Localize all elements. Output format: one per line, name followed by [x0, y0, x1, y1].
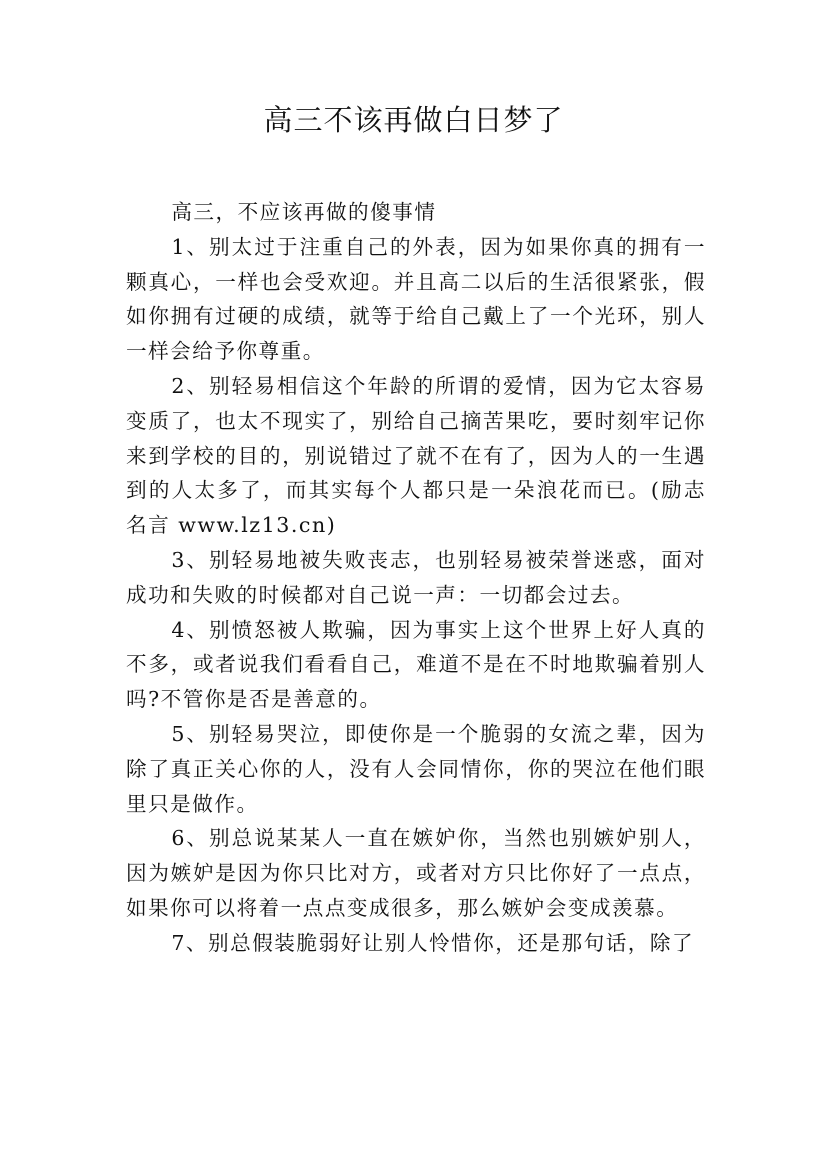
paragraph-item-6: 6、别总说某某人一直在嫉妒你，当然也别嫉妒别人，因为嫉妒是因为你只比对方，或者对方只比你好了一点点，如果你可以将着一点点变成很多，那么嫉妒会变成羡慕。	[126, 826, 706, 920]
document-body	[126, 195, 706, 961]
paragraph-item-7: 7、别总假装脆弱好让别人怜惜你，还是那句话，除了	[171, 930, 695, 955]
paragraph-item-1: 1、别太过于注重自己的外表，因为如果你真的拥有一颗真心，一样也会受欢迎。并且高二以后的生活很紧张，假如你拥有过硬的成绩，就等于给自己戴上了一个光环，别人一样会给予你尊重。	[126, 234, 706, 364]
paragraph-item-2: 2、别轻易相信这个年龄的所谓的爱情，因为它太容易变质了，也太不现实了，别给自己摘苦果吃，要时刻牢记你来到学校的目的，别说错过了就不在有了，因为人的一生遇到的人太多了，而其实每个人都只是一朵浪花而已。(励志名言 www.lz13.cn)	[126, 373, 706, 538]
document-title: 高三不该再做白日梦了	[263, 103, 564, 137]
paragraph-item-4: 4、别愤怒被人欺骗，因为事实上这个世界上好人真的不多，或者说我们看看自己，难道不是在不时地欺骗着别人吗?不管你是否是善意的。	[126, 617, 706, 712]
paragraph-heading: 高三，不应该再做的傻事情	[171, 200, 437, 224]
paragraph-item-5: 5、别轻易哭泣，即使你是一个脆弱的女流之辈，因为除了真正关心你的人，没有人会同情你，你的哭泣在他们眼里只是做作。	[126, 721, 706, 816]
paragraph-item-3: 3、别轻易地被失败丧志，也别轻易被荣誉迷惑，面对成功和失败的时候都对自己说一声：一切都会过去。	[126, 547, 706, 607]
